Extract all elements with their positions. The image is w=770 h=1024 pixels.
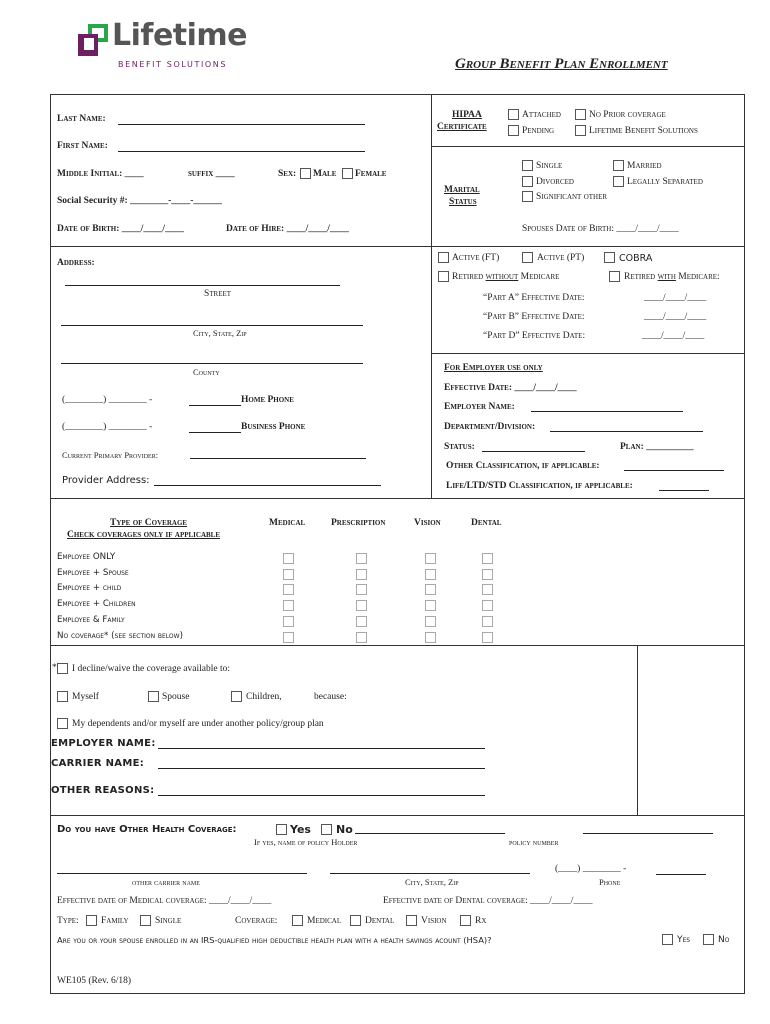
coverage-vision-checkbox[interactable]: [425, 616, 436, 627]
status-active-ft-checkbox[interactable]: [438, 252, 449, 263]
other-carrier-phone-label: Phone: [599, 877, 621, 887]
decline-myself-checkbox[interactable]: [57, 691, 68, 702]
decline-employer-name-field[interactable]: [158, 748, 485, 749]
marital-significant-checkbox[interactable]: [522, 191, 533, 202]
hipaa-attached-checkbox[interactable]: [508, 109, 519, 120]
other-coverage-no-checkbox[interactable]: [321, 824, 332, 835]
street-label: Street: [204, 289, 232, 299]
address-label: Address:: [57, 258, 95, 268]
ssn-field[interactable]: Social Security #: ________-____-______: [57, 196, 222, 206]
business-phone-label: Business Phone: [241, 422, 306, 432]
coverage-title: Type of Coverage: [110, 518, 188, 528]
other-coverage-no-label: No: [336, 823, 353, 836]
status-active-pt-label: Active (PT): [537, 253, 585, 263]
employer-effective-date-field[interactable]: Effective Date: ____/____/____: [444, 383, 577, 393]
street-field[interactable]: [65, 285, 340, 286]
dental-effective-date-field[interactable]: Effective date of Dental coverage: ____/____/____: [383, 896, 593, 906]
hsa-no-label: No: [718, 935, 730, 945]
part-b-label: “Part B” Effective Date:: [483, 312, 585, 322]
marital-status-label: Status: [449, 197, 477, 207]
coverage-dental-checkbox[interactable]: [482, 553, 493, 564]
hsa-yes-checkbox[interactable]: [662, 934, 673, 945]
marital-significant-label: Significant other: [536, 192, 608, 202]
decline-spouse-label: Spouse: [162, 692, 190, 702]
coverage-medical-checkbox[interactable]: [283, 569, 294, 580]
status-retired-without-checkbox[interactable]: [438, 271, 449, 282]
type-label: Type:: [57, 916, 79, 926]
coverage-vision-checkbox[interactable]: [425, 553, 436, 564]
decline-children-checkbox[interactable]: [231, 691, 242, 702]
coverage-rx-checkbox[interactable]: [460, 915, 471, 926]
coverage-medical-checkbox[interactable]: [283, 600, 294, 611]
sex-female-checkbox[interactable]: [342, 168, 353, 179]
policy-number-label: policy number: [509, 837, 559, 847]
coverage-medical-checkbox[interactable]: [292, 915, 303, 926]
coverage-medical-checkbox[interactable]: [283, 632, 294, 643]
city-state-zip-label: City, State, Zip: [193, 328, 247, 338]
hipaa-attached-label: Attached: [522, 110, 561, 120]
type-single-label: Single: [155, 916, 182, 926]
decline-other-reasons-field[interactable]: [158, 795, 485, 796]
first-name-field[interactable]: [118, 151, 365, 152]
type-family-label: Family: [101, 916, 129, 926]
status-retired-without-label: Retired without Medicare: [452, 272, 560, 282]
coverage-medical-checkbox[interactable]: [283, 584, 294, 595]
policy-holder-label: If yes, name of policy Holder: [254, 837, 358, 847]
decline-because-label: because:: [314, 692, 347, 702]
coverage-row-label: Employee & Family: [57, 614, 125, 625]
employer-plan-field[interactable]: Plan: __________: [620, 442, 694, 452]
coverage-vision-checkbox[interactable]: [425, 569, 436, 580]
coverage-dental-label: Dental: [365, 916, 395, 926]
middle-initial-field[interactable]: Middle Initial: ____: [57, 169, 144, 179]
other-coverage-yes-checkbox[interactable]: [276, 824, 287, 835]
form-id: WE105 (Rev. 6/18): [57, 976, 132, 986]
page-title: Group Benefit Plan Enrollment: [455, 56, 668, 72]
decline-myself-label: Myself: [72, 692, 99, 702]
coverage-row-label: Employee ONLY: [57, 552, 116, 562]
hipaa-lifetime-checkbox[interactable]: [575, 125, 586, 136]
coverage-dental-checkbox[interactable]: [482, 600, 493, 611]
coverage-vision-checkbox[interactable]: [425, 600, 436, 611]
status-active-ft-label: Active (FT): [452, 253, 500, 263]
sex-female-label: Female: [355, 169, 387, 179]
coverage-medical-label: Medical: [307, 916, 342, 926]
coverage-dental-checkbox[interactable]: [482, 632, 493, 643]
part-b-date-field[interactable]: ____/____/____: [644, 312, 707, 322]
county-field[interactable]: [61, 363, 363, 364]
spouse-dob-field[interactable]: Spouses Date of Birth: ____/____/____: [522, 224, 679, 234]
marital-married-label: Married: [627, 161, 662, 171]
employer-status-label: Status:: [444, 442, 475, 452]
employer-name-field[interactable]: [531, 411, 683, 412]
decline-star: *: [52, 663, 57, 673]
coverage-subtitle: Check coverages only if applicable: [67, 530, 221, 540]
first-name-label: First Name:: [57, 141, 108, 151]
coverage-vision-checkbox[interactable]: [406, 915, 417, 926]
hipaa-pending-checkbox[interactable]: [508, 125, 519, 136]
dob-field[interactable]: Date of Birth: ____/____/____: [57, 224, 185, 234]
employer-name-label: Employer Name:: [444, 402, 515, 412]
hipaa-pending-label: Pending: [522, 126, 555, 136]
coverage-row-label: No coverage* (see section below): [57, 630, 183, 641]
coverage-prescription-checkbox[interactable]: [356, 616, 367, 627]
coverage-dental-checkbox[interactable]: [350, 915, 361, 926]
decline-checkbox[interactable]: [57, 663, 68, 674]
coverage-medical-checkbox[interactable]: [283, 616, 294, 627]
provider-address-label: Provider Address:: [62, 475, 150, 486]
status-cobra-checkbox[interactable]: [604, 252, 615, 263]
life-classification-field[interactable]: [659, 490, 709, 491]
status-retired-with-label: Retired with Medicare:: [624, 272, 720, 282]
other-coverage-yes-label: Yes: [290, 823, 311, 836]
hsa-no-checkbox[interactable]: [703, 934, 714, 945]
coverage-dental-checkbox[interactable]: [482, 569, 493, 580]
hipaa-no-prior-checkbox[interactable]: [575, 109, 586, 120]
marital-divorced-checkbox[interactable]: [522, 176, 533, 187]
coverage-dental-checkbox[interactable]: [482, 616, 493, 627]
logo-subtitle: BENEFIT SOLUTIONS: [118, 60, 228, 69]
part-a-label: “Part A” Effective Date:: [483, 293, 585, 303]
home-phone-field[interactable]: (________) ________ -: [62, 395, 153, 405]
last-name-label: Last Name:: [57, 114, 106, 124]
sex-male-checkbox[interactable]: [300, 168, 311, 179]
coverage-row-label: Employee + child: [57, 583, 122, 594]
type-single-checkbox[interactable]: [140, 915, 151, 926]
logo-wordmark: Lifetime: [112, 18, 248, 53]
doh-field[interactable]: Date of Hire: ____/____/____: [226, 224, 349, 234]
other-carrier-phone-field[interactable]: (____) ________ -: [555, 864, 627, 874]
part-a-date-field[interactable]: ____/____/____: [644, 293, 707, 303]
coverage-label: Coverage:: [235, 916, 278, 926]
part-d-date-field[interactable]: ____/____/____: [642, 331, 705, 341]
decline-carrier-name-field[interactable]: [158, 768, 485, 769]
hsa-yes-label: Yes: [677, 935, 691, 945]
decline-employer-name-label: EMPLOYER NAME:: [51, 738, 156, 749]
sex-male-label: Male: [313, 169, 337, 179]
marital-single-checkbox[interactable]: [522, 160, 533, 171]
current-provider-field[interactable]: [190, 458, 366, 459]
decline-spouse-checkbox[interactable]: [148, 691, 159, 702]
home-phone-label: Home Phone: [241, 395, 294, 405]
life-classification-label: Life/LTD/STD Classification, if applicable:: [446, 481, 633, 491]
policy-holder-field[interactable]: [355, 833, 505, 834]
medical-effective-date-field[interactable]: Effective date of Medical coverage: ____/____/____: [57, 896, 272, 906]
suffix-field[interactable]: suffix ____: [188, 169, 235, 179]
employer-status-field[interactable]: [482, 451, 585, 452]
coverage-col-vision: Vision: [414, 518, 441, 528]
coverage-col-dental: Dental: [471, 518, 502, 528]
other-classification-field[interactable]: [624, 470, 724, 471]
decline-intro: I decline/waive the coverage available to:: [72, 664, 230, 674]
logo-mark-icon: [78, 24, 108, 56]
marital-single-label: Single: [536, 161, 563, 171]
status-active-pt-checkbox[interactable]: [522, 252, 533, 263]
other-carrier-name-field[interactable]: [57, 873, 307, 874]
coverage-col-medical: Medical: [269, 518, 306, 528]
marital-married-checkbox[interactable]: [613, 160, 624, 171]
hipaa-certificate-label: Certificate: [437, 122, 487, 132]
part-d-label: “Part D” Effective Date:: [483, 331, 586, 341]
coverage-prescription-checkbox[interactable]: [356, 600, 367, 611]
provider-address-field[interactable]: [154, 485, 381, 486]
logo: [78, 18, 258, 74]
county-label: County: [193, 367, 220, 377]
coverage-rx-label: Rx: [475, 916, 487, 926]
city-state-zip-field[interactable]: [61, 325, 363, 326]
marital-separated-label: Legally Separated: [627, 177, 703, 187]
coverage-vision-checkbox[interactable]: [425, 632, 436, 643]
current-provider-label: Current Primary Provider:: [62, 450, 159, 460]
hipaa-label: HIPAA: [452, 110, 482, 120]
hsa-question: Are you or your spouse enrolled in an IRS-qualified high deductible health plan with a health savings acount (HSA)?: [57, 935, 492, 945]
other-carrier-city-label: City, State, Zip: [405, 877, 459, 887]
decline-dependents-checkbox[interactable]: [57, 718, 68, 729]
employer-use-title: For Employer use only: [444, 363, 543, 373]
coverage-dental-checkbox[interactable]: [482, 584, 493, 595]
coverage-prescription-checkbox[interactable]: [356, 632, 367, 643]
last-name-field[interactable]: [118, 124, 365, 125]
status-retired-with-checkbox[interactable]: [609, 271, 620, 282]
coverage-col-prescription: Prescription: [331, 518, 386, 528]
coverage-prescription-checkbox[interactable]: [356, 553, 367, 564]
business-phone-field[interactable]: (________) ________ -: [62, 422, 153, 432]
marital-separated-checkbox[interactable]: [613, 176, 624, 187]
other-classification-label: Other Classification, if applicable:: [446, 461, 600, 471]
type-family-checkbox[interactable]: [86, 915, 97, 926]
coverage-vision-label: Vision: [421, 916, 447, 926]
department-label: Department/Division:: [444, 422, 536, 432]
other-carrier-name-label: other carrier name: [132, 877, 200, 887]
decline-other-reasons-label: OTHER REASONS:: [51, 785, 155, 796]
other-coverage-question: Do you have Other Health Coverage:: [57, 824, 237, 835]
other-carrier-city-field[interactable]: [330, 873, 530, 874]
coverage-medical-checkbox[interactable]: [283, 553, 294, 564]
hipaa-lifetime-label: Lifetime Benefit Solutions: [589, 126, 698, 136]
coverage-prescription-checkbox[interactable]: [356, 569, 367, 580]
coverage-vision-checkbox[interactable]: [425, 584, 436, 595]
decline-carrier-name-label: CARRIER NAME:: [51, 758, 145, 769]
status-cobra-label: COBRA: [619, 253, 653, 264]
coverage-row-label: Employee + Children: [57, 599, 136, 610]
coverage-row-label: Employee + Spouse: [57, 567, 129, 578]
department-field[interactable]: [550, 431, 703, 432]
policy-number-field[interactable]: [583, 833, 713, 834]
decline-dependents-label: My dependents and/or myself are under another policy/group plan: [72, 719, 324, 729]
hipaa-no-prior-label: No Prior coverage: [589, 110, 666, 120]
decline-children-label: Children,: [246, 692, 282, 702]
marital-divorced-label: Divorced: [536, 177, 574, 187]
sex-label: Sex:: [278, 169, 297, 179]
marital-label: Marital: [444, 185, 480, 195]
coverage-prescription-checkbox[interactable]: [356, 584, 367, 595]
